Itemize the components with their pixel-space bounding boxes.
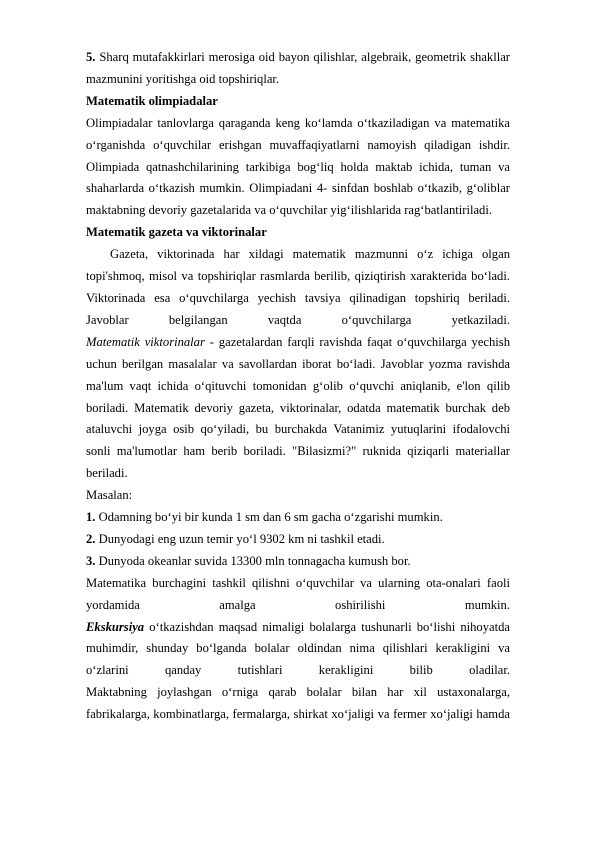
- quiz-text: - gazetalardan farqli ravishda faqat o‘quvchilarga yechish uchun berilgan masalalar va savollardan iborat bo‘ladi. Javoblar yozma ravishda ma'lum vaqt ichida o‘qituvchi tomonidan g‘olib o‘quvchi aniqlanib, e'lon qilib boriladi. Matematik devoriy gazeta, viktorinalar, odatda matematik burchak deb ataluvchi joyga osib qo‘yiladi, bu burchakda Vatanimiz yutuqlarini ifodalovchi sonli ma'lumotlar ham berib boriladi. "Bilasizmi?" ruknida qiziqarli materiallar beriladi.: [86, 334, 511, 481]
- excursion-paragraph: [86, 617, 510, 683]
- example-item-3: [86, 551, 510, 573]
- heading-olympiads: Matematik olimpiadalar: [86, 93, 218, 108]
- location-paragraph: Maktabning joylashgan o‘rniga qarab bolalar bilan har xil ustaxonalarga, fabrikalarga, kombinatlarga, fermalarga, shirkat xo‘jaligi va fermer xo‘jaligi hamda: [86, 685, 510, 722]
- example-1-number: 1.: [86, 510, 96, 525]
- example-2-number: 2.: [86, 531, 96, 546]
- excursion-term: Ekskursiya: [86, 619, 145, 634]
- excursion-text: o‘tkazishdan maqsad nimaligi bolalarga tushunarli bo‘lishi nihoyatda muhimdir, shunday bo‘lganda bolalar oldindan nima qilishlari kerakligini va o‘zlarini qanday tutishlari kerakligini bilib oladilar.: [86, 619, 510, 678]
- example-label: Masalan:: [86, 488, 133, 503]
- item-5-number: 5.: [86, 50, 96, 64]
- math-corner-paragraph: Matematika burchagini tashkil qilishni o‘quvchilar va ularning ota-onalari faoli yordamida amalga oshirilishi mumkin.: [86, 575, 510, 612]
- item-5-text: Sharq mutafakkirlari merosiga oid bayon qilishlar, algebraik, geometrik shakllar mazmunini yoritishga oid topshiriqlar.: [86, 50, 510, 86]
- quiz-paragraph: [86, 332, 510, 485]
- gazette-paragraph: Gazeta, viktorinada har xildagi matematik mazmunni o‘z ichiga olgan topi'shmoq, misol va topshiriqlar rasmlarda berilib, qiziqtirish xarakterida bo‘ladi. Viktorinada esa o‘quvchilarga yechish tavsiya qilinadigan topshiriq beriladi. Javoblar belgilangan vaqtda o‘quvchilarga yetkaziladi.: [86, 247, 510, 327]
- quiz-term: Matematik viktorinalar: [86, 334, 205, 349]
- item-5: [86, 47, 510, 91]
- document-page: [86, 47, 510, 726]
- example-3-number: 3.: [86, 553, 96, 568]
- example-item-1: [86, 507, 510, 529]
- olympiads-paragraph: Olimpiadalar tanlovlarga qaraganda keng ko‘lamda o‘tkaziladigan va matematika o‘rganishda o‘quvchilar erishgan muvaffaqiyatlarni namoyish qiladigan ishdir. Olimpiada qatnashchilarining tarkibiga bog‘liq holda maktab ichida, tuman va shaharlarda o‘tkazish mumkin. Olimpiadani 4- sinfdan boshlab o‘tkazib, g‘oliblar maktabning devoriy gazetalarida va o‘quvchilar yig‘ilishlarida rag‘batlantiriladi.: [86, 115, 510, 218]
- example-item-2: [86, 529, 510, 551]
- heading-gazette-quizzes: Matematik gazeta va viktorinalar: [86, 225, 267, 240]
- example-1-text: Odamning bo‘yi bir kunda 1 sm dan 6 sm gacha o‘zgarishi mumkin.: [95, 510, 443, 525]
- example-2-text: Dunyodagi eng uzun temir yo‘l 9302 km ni tashkil etadi.: [95, 531, 385, 546]
- example-3-text: Dunyoda okeanlar suvida 13300 mln tonnagacha kumush bor.: [95, 553, 411, 568]
